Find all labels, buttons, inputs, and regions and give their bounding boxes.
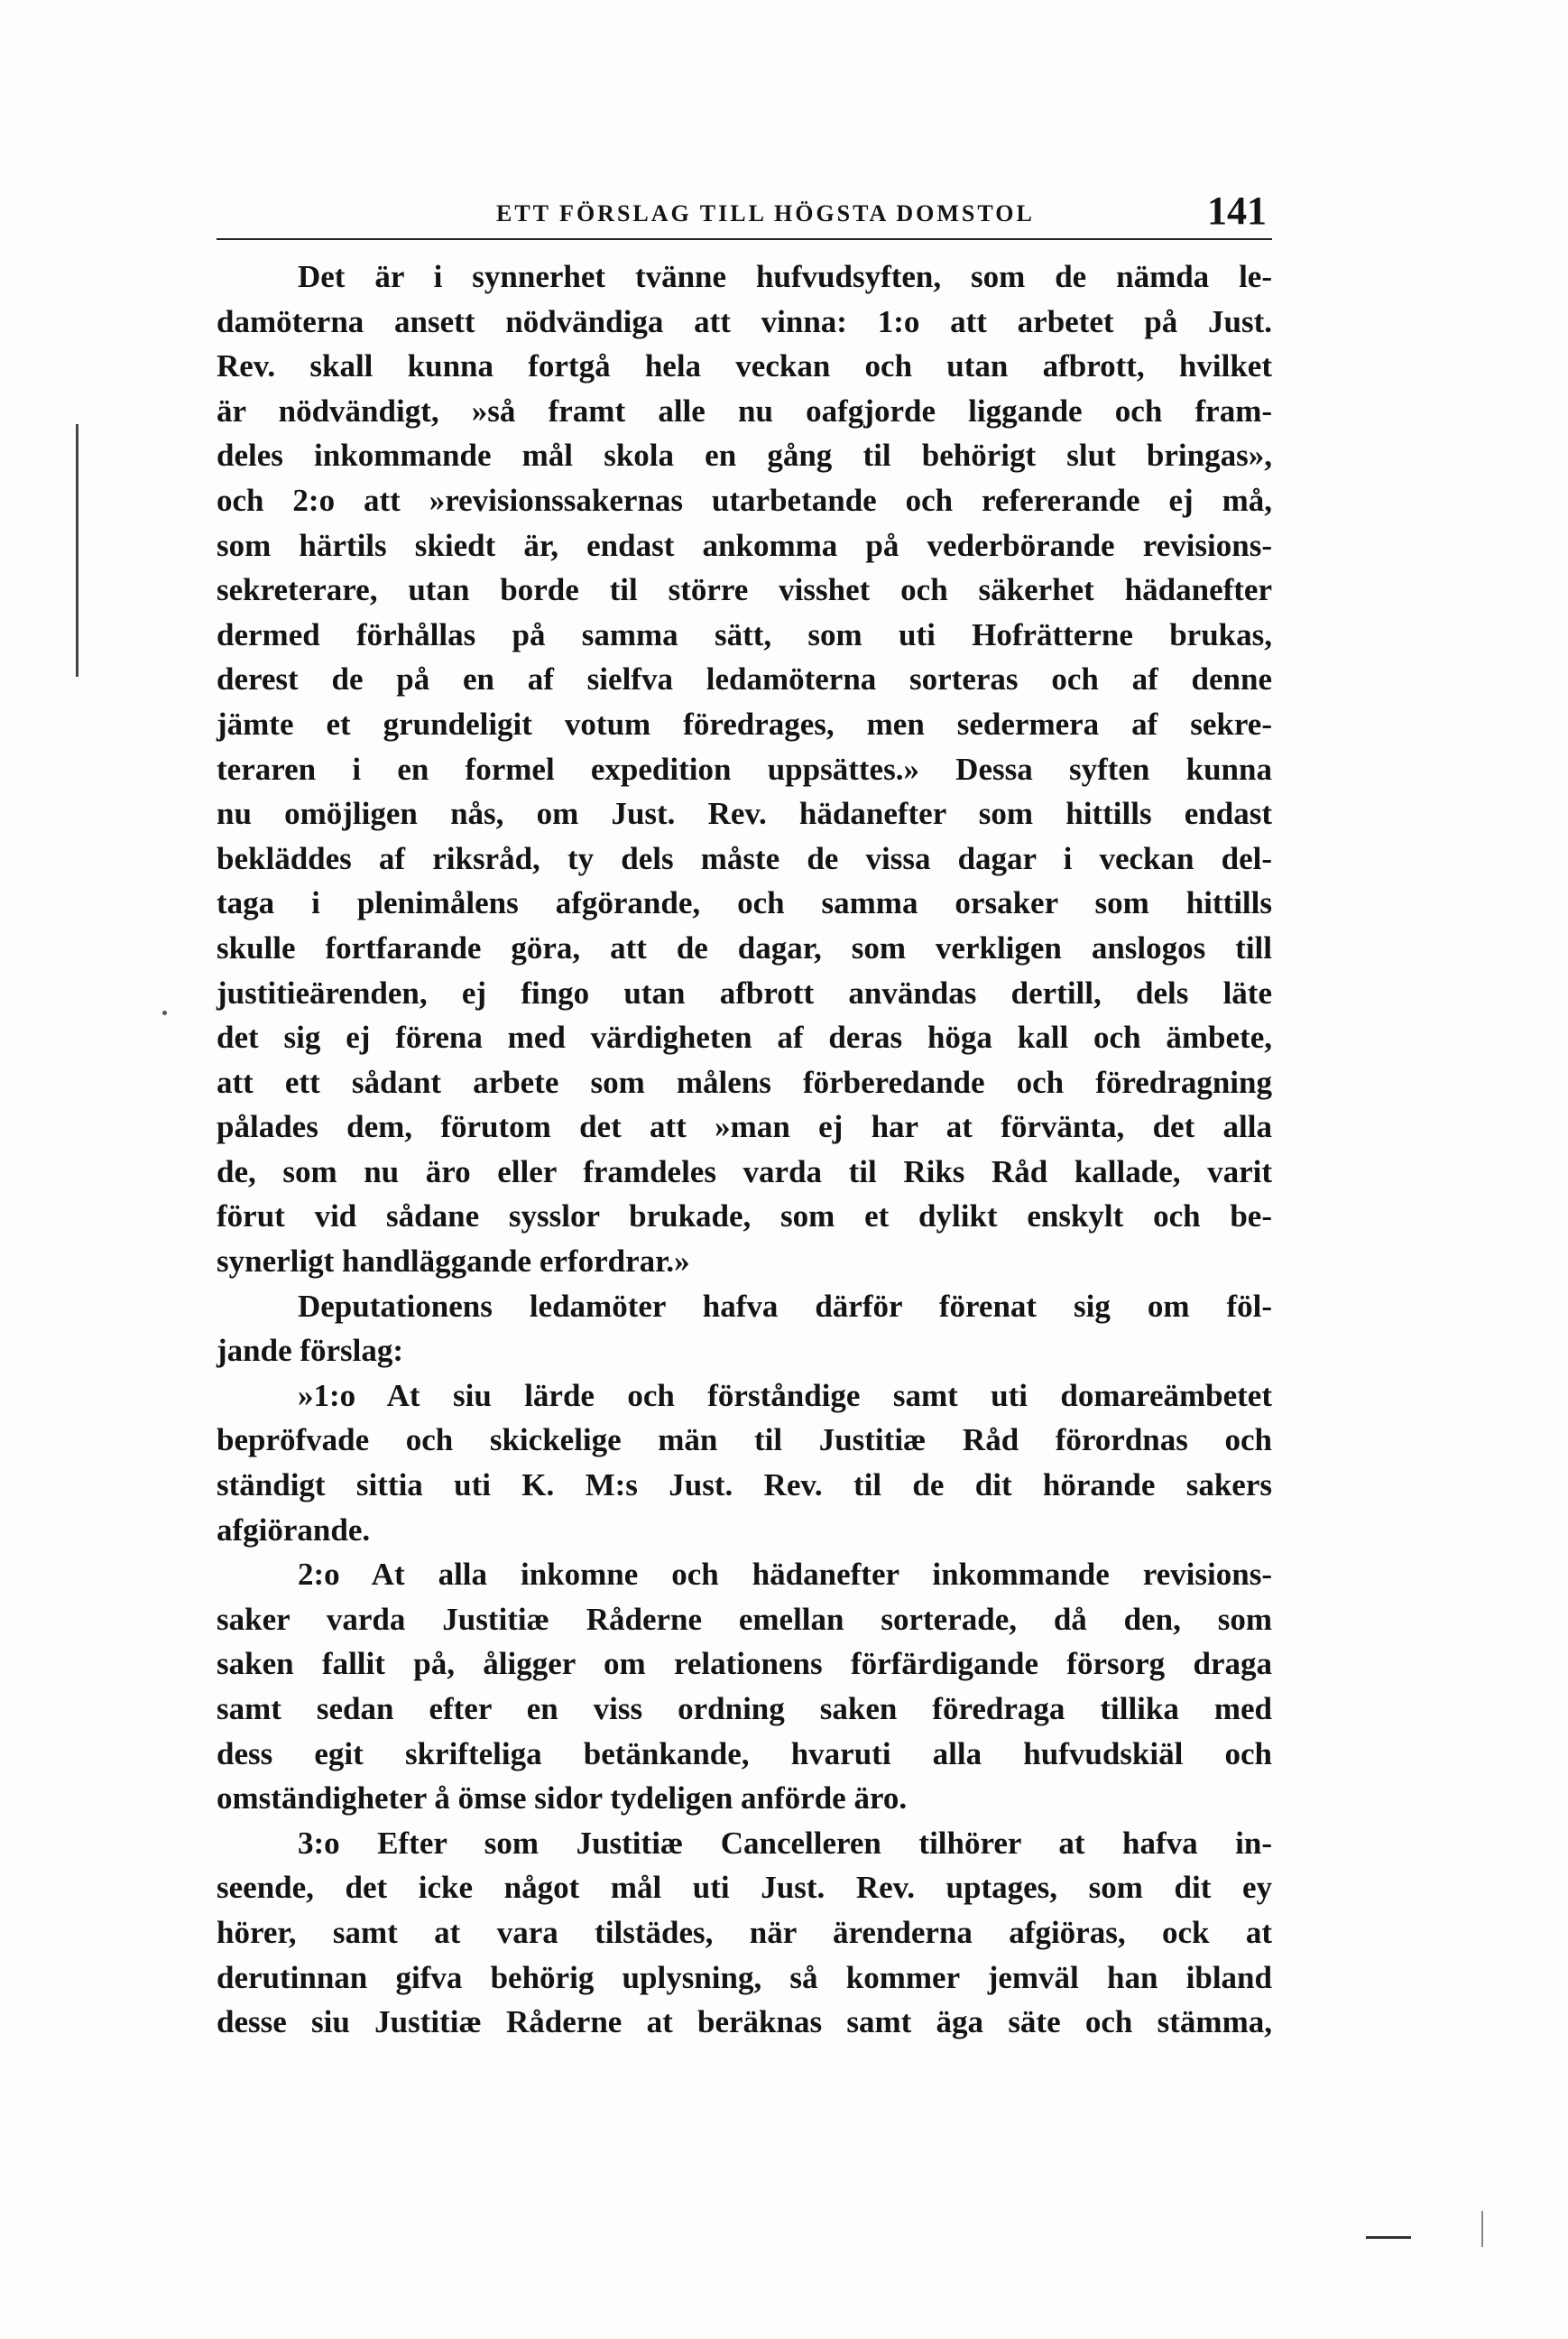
text-line: deles inkommande mål skola en gång til behörigt slut bringas», (217, 438, 1272, 474)
text-line: damöterna ansett nödvändiga att vinna: 1:o att arbetet på Just. (217, 303, 1272, 339)
text-line: att ett sådant arbete som målens förberedande och föredragning (217, 1064, 1272, 1100)
text-line: seende, det icke något mål uti Just. Rev. uptages, som dit ey (217, 1870, 1272, 1906)
text-line: Rev. skall kunna fortgå hela veckan och utan afbrott, hvilket (217, 348, 1272, 384)
text-line: jande förslag: (217, 1333, 404, 1369)
text-line: samt sedan efter en viss ordning saken föredraga tillika med (217, 1691, 1272, 1726)
margin-mark (76, 424, 78, 677)
text-line: bekläddes af riksråd, ty dels måste de vissa dagar i veckan del- (217, 840, 1272, 876)
header-rule (217, 238, 1272, 240)
text-line: dess egit skrifteliga betänkande, hvaruti alla hufvudskiäl och (217, 1735, 1272, 1771)
text-line: Det är i synnerhet tvänne hufvudsyften, som de nämda le- (298, 259, 1272, 294)
text-line: det sig ej förena med värdigheten af deras höga kall och ämbete, (217, 1020, 1272, 1056)
text-line: förut vid sådane sysslor brukade, som et dylikt enskylt och be- (217, 1198, 1272, 1234)
text-line: 2:o At alla inkomne och hädanefter inkommande revisions- (298, 1557, 1272, 1593)
text-line: skulle fortfarande göra, att de dagar, som verkligen anslogos till (217, 929, 1272, 966)
text-line: pålades dem, förutom det att »man ej har at förvänta, det alla (217, 1109, 1272, 1145)
margin-dash (1366, 2236, 1411, 2239)
text-line: »1:o At siu lärde och förståndige samt uti domareämbetet (298, 1377, 1272, 1413)
text-line: nu omöjligen nås, om Just. Rev. hädanefter som hittills endast (217, 796, 1272, 832)
text-line: afgiörande. (217, 1512, 371, 1548)
text-line: de, som nu äro eller framdeles varda til Riks Råd kallade, varit (217, 1153, 1272, 1189)
text-line: derest de på en af sielfva ledamöterna sorteras och af denne (217, 661, 1272, 698)
running-head: ETT FÖRSLAG TILL HÖGSTA DOMSTOL (496, 200, 1035, 227)
text-line: synerligt handläggande erfordrar.» (217, 1243, 690, 1280)
text-line: dermed förhållas på samma sätt, som uti Hofrätterne brukas, (217, 616, 1272, 652)
text-line: hörer, samt at vara tilstädes, när ärenderna afgiöras, ock at (217, 1914, 1272, 1950)
text-line: sekreterare, utan borde til större visshet och säkerhet hädanefter (217, 572, 1272, 608)
text-line: derutinnan gifva behörig uplysning, så kommer jemväl han ibland (217, 1959, 1272, 1995)
text-line: är nödvändigt, »så framt alle nu oafgjorde liggande och fram- (217, 393, 1272, 429)
page-header (217, 180, 1272, 235)
text-line: Deputationens ledamöter hafva därför förenat sig om föl- (298, 1288, 1272, 1324)
text-line: ständigt sittia uti K. M:s Just. Rev. til de dit hörande sakers (217, 1467, 1272, 1503)
text-line: justitieärenden, ej fingo utan afbrott användas dertill, dels läte (217, 975, 1272, 1011)
text-line: saker varda Justitiæ Råderne emellan sorterade, då den, som (217, 1601, 1272, 1637)
page-number: 141 (1207, 189, 1267, 233)
text-line: omständigheter å ömse sidor tydeligen anförde äro. (217, 1780, 908, 1817)
text-line: som härtils skiedt är, endast ankomma på vederbörande revisions- (217, 527, 1272, 563)
text-line: saken fallit på, åligger om relationens förfärdigande försorg draga (217, 1646, 1272, 1682)
margin-tick (1481, 2211, 1483, 2247)
body-text (217, 254, 1272, 2045)
text-line: bepröfvade och skickelige män til Justitiæ Råd förordnas och (217, 1422, 1272, 1458)
text-line: 3:o Efter som Justitiæ Cancelleren tilhörer at hafva in- (298, 1825, 1272, 1861)
text-line: taga i plenimålens afgörande, och samma orsaker som hittills (217, 885, 1272, 921)
margin-dot (162, 1011, 167, 1015)
text-line: jämte et grundeligit votum föredrages, men sedermera af sekre- (217, 706, 1272, 742)
text-line: och 2:o att »revisionssakernas utarbetande och refererande ej må, (217, 482, 1272, 518)
text-line: teraren i en formel expedition uppsättes.» Dessa syften kunna (217, 751, 1272, 787)
text-line: desse siu Justitiæ Råderne at beräknas samt äga säte och stämma, (217, 2004, 1272, 2040)
